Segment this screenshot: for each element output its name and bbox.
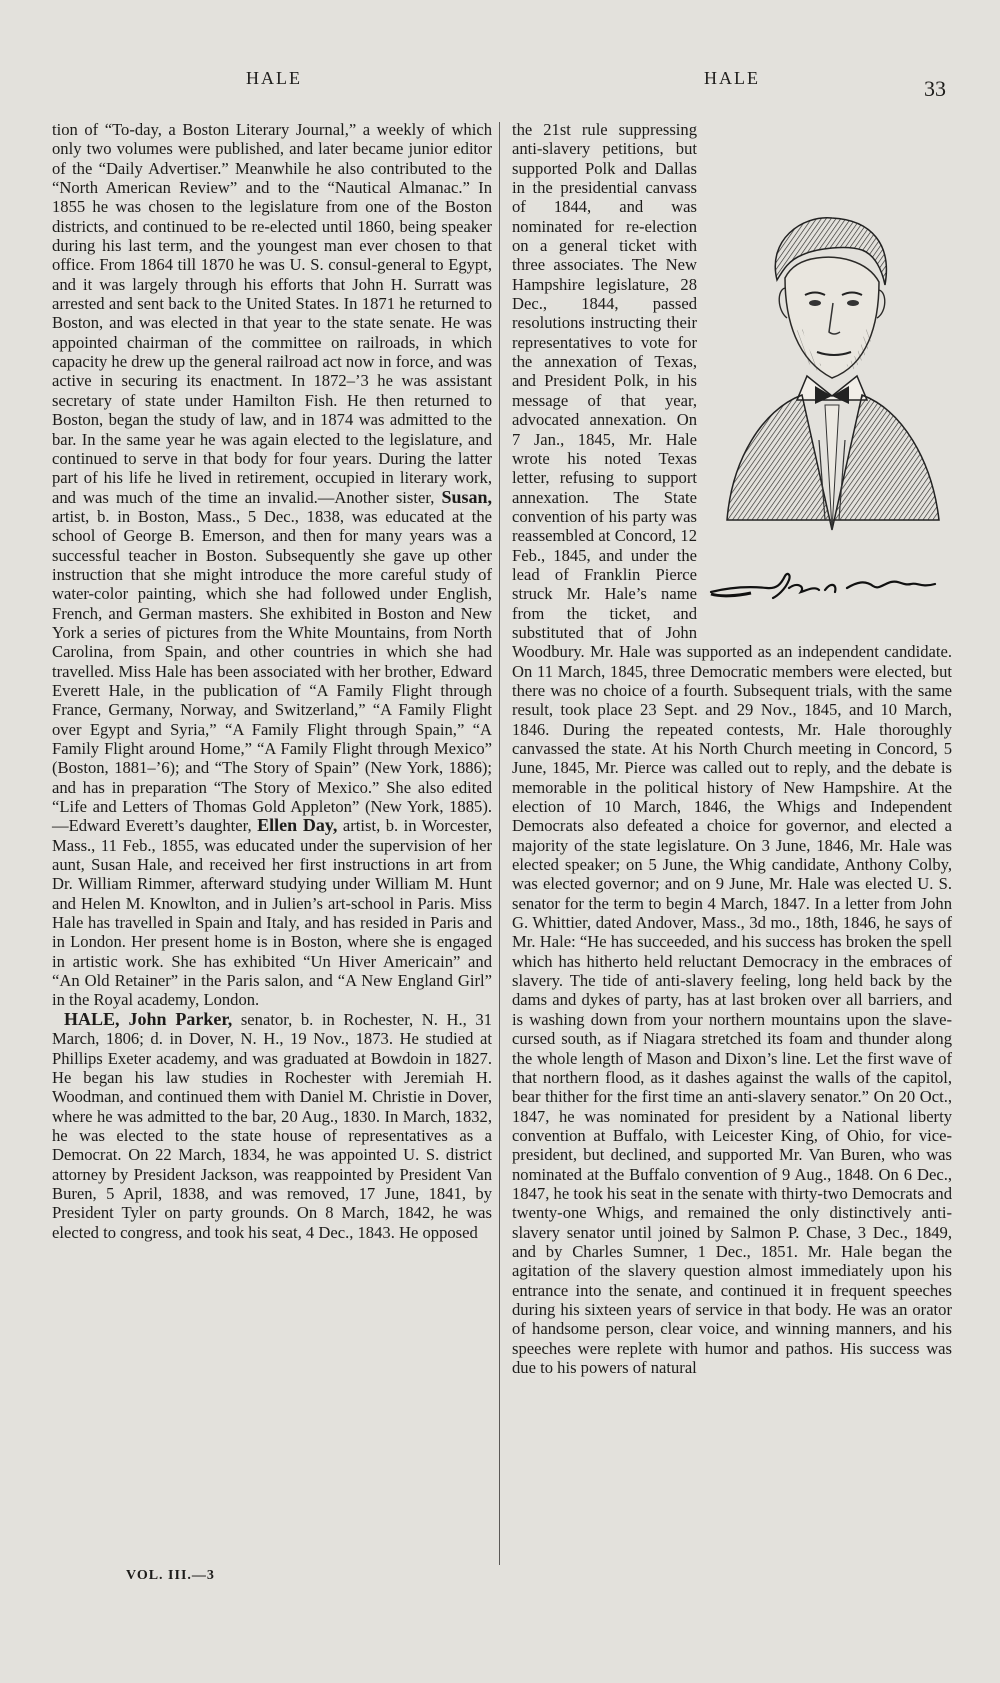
portrait-figure	[707, 200, 952, 628]
signature-mark: VOL. III.—3	[126, 1568, 215, 1583]
text-run: artist, b. in Boston, Mass., 5 Dec., 1838, was educated at the school of George B. Emerson, and then for many years was a successful teacher in Boston. Subsequently she gave up other instruction that she might introduce the more careful study of water-color painting, which she had followed under English, French, and German masters. She exhibited in Boston and New York a series of pictures from the White Mountains, from North Carolina, from Spain, and other countries in which she had travelled. Miss Hale has been associated with her brother, Edward Everett Hale, in the publication of “A Family Flight through France, Germany, Norway, and Switzerland,” “A Family Flight over Egypt and Syria,” “A Family Flight through Spain,” “A Family Flight around Home,” “A Family Flight through Mexico” (Boston, 1881–’6); and “The Story of Spain” (New York, 1886); and has in preparation “The Story of Mexico.” She also edited “Life and Letters of Thomas Gold Appleton” (New York, 1885).—Edward Everett’s daughter,	[52, 506, 492, 836]
left-column	[52, 120, 492, 1242]
portrait-engraving	[707, 200, 952, 560]
text-run: artist, b. in Worcester, Mass., 11 Feb., 1855, was educated under the supervision of her aunt, Susan Hale, and received her first instructions in art from Dr. William Rimmer, afterward studying under William M. Hunt and Helen M. Knowlton, and in Julien’s art-school in Paris. Miss Hale has travelled in Spain and Italy, and has resided in Paris and in London. Her present home is in Boston, where she is engaged in artistic work. She has exhibited “Un Hiver Americain” and “An Old Retainer” in the Paris salon, and “A New England Girl” in the Royal academy, London.	[52, 816, 492, 1010]
article-text-continued: the 21st rule suppressing anti-slavery petitions, but supported Polk and Dallas in the presidential canvass of 1844, and was nominated for re-election on a general ticket with three associates. The New Hampshire legislature, 28 Dec., 1844, passed resolutions instructing their representatives to vote for the annexation of Texas, and President Polk, in his message of that year, advocated annexation. On 7 Jan., 1845, Mr. Hale wrote his noted Texas letter, refusing to support annexation. The State convention of his party was reassembled at Concord, 12 Feb., 1845, and under the lead of Franklin Pierce struck Mr. Hale’s name from the ticket, and substituted that of John Woodbury. Mr. Hale was supported as an independent candidate. On 11 March, 1845, three Democratic members were elected, but there was no choice of a fourth. Subsequent trials, with the same result, took place 23 Sept. and 29 Nov., 1845, and 10 March, 1846. During the repeated contests, Mr. Hale thoroughly canvassed the state. At his North Church meeting in Concord, 5 June, 1845, Mr. Pierce was called out to reply, and the debate is memorable in the political history of New Hampshire. At the election of 10 March, 1846, the Whigs and Independent Democrats also defeated a choice for governor, and elected a majority of the state legislature. On 3 June, 1846, Mr. Hale was elected speaker; on 5 June, the Whig candidate, Anthony Colby, was elected governor; and on 9 June, Mr. Hale was elected U. S. senator for the term to begin 4 March, 1847. In a letter from John G. Whittier, dated Andover, Mass., 3d mo., 18th, 1846, he says of Mr. Hale: “He has succeeded, and his success has broken the spell which has hitherto held reluctant Democracy in the embraces of slavery. The tide of anti-slavery feeling, long held back by the dams and dykes of party, has at last broken over all barriers, and is washing down from your northern mountains upon the slave-cursed south, as if Niagara stretched its foam and thunder along the whole length of Mason and Dixon’s line. Let the first wave of that northern flood, as it dashes against the walls of the capitol, bear thither for the first time an anti-slavery senator.” On 20 Oct., 1847, he was nominated for president by a National liberty convention at Buffalo, with Leicester King, of Ohio, for vice-president, but declined, and supported Mr. Van Buren, who was nominated at the Buffalo convention of 9 Aug., 1848. On 6 Dec., 1847, he took his seat in the senate with thirty-two Democrats and twenty-one Whigs, and remained the only distinctively anti-slavery senator until joined by Salmon P. Chase, 3 Dec., 1849, and by Charles Sumner, 1 Dec., 1851. Mr. Hale began the agitation of the slavery question almost immediately upon his entrance into the senate, and continued it in frequent speeches during his sixteen years of service in that body. He was an orator of handsome person, clear voice, and winning manners, and his speeches were replete with humor and pathos. His success was due to his powers of natural	[512, 120, 952, 1377]
signature-image	[707, 562, 952, 610]
text-run: tion of “To-day, a Boston Literary Journal,” a weekly of which only two volumes were published, and later became junior editor of the “Daily Advertiser.” Meanwhile he also contributed to the “North American Review” and to the “Nautical Almanac.” In 1855 he was chosen to the legislature from one of the Boston districts, and continued to be re-elected until 1860, being speaker during his last term, and the youngest man ever chosen to that office. From 1864 till 1870 he was U. S. consul-general to Egypt, and it was largely through his efforts that John H. Surratt was arrested and sent back to the United States. In 1871 he returned to Boston, and was elected in that year to the state senate. He was appointed chairman of the committee on railroads, in which capacity he drew up the general railroad act now in force, and was active in securing its enactment. In 1872–’3 he was assistant secretary of state under Hamilton Fish. He then returned to Boston, began the study of law, and in 1874 was admitted to the bar. In the same year he was again elected to the legislature, and continued to serve in that body for four years. During the latter part of his life he lived in retirement, occupied in literary work, and was much of the time an invalid.—Another sister,	[52, 120, 492, 507]
subentry-name-ellen: Ellen Day,	[257, 815, 338, 836]
running-head-left: HALE	[246, 68, 302, 88]
text-run: senator, b. in Rochester, N. H., 31 March, 1806; d. in Dover, N. H., 19 Nov., 1873. He studied at Phillips Exeter academy, and was graduated at Bowdoin in 1827. He began his law studies in Rochester with Jeremiah H. Woodman, and continued them with Daniel M. Christie in Dover, where he was admitted to the bar, 20 Aug., 1830. In March, 1832, he was elected to the state house of representatives as a Democrat. On 22 March, 1834, he was appointed U. S. district attorney by President Jackson, was reappointed by President Van Buren, 5 April, 1838, and was removed, 17 June, 1841, by President Tyler on party grounds. On 8 March, 1842, he was elected to congress, and took his seat, 4 Dec., 1843. He opposed	[52, 1009, 492, 1242]
article-entry	[52, 1010, 492, 1242]
article-text	[52, 120, 492, 1010]
subentry-name-susan: Susan,	[441, 486, 492, 507]
running-head-right: HALE	[704, 68, 760, 88]
right-column	[512, 120, 952, 1377]
page-number: 33	[924, 76, 946, 101]
entry-heading: HALE, John Parker,	[64, 1008, 233, 1029]
column-divider	[499, 122, 500, 1565]
